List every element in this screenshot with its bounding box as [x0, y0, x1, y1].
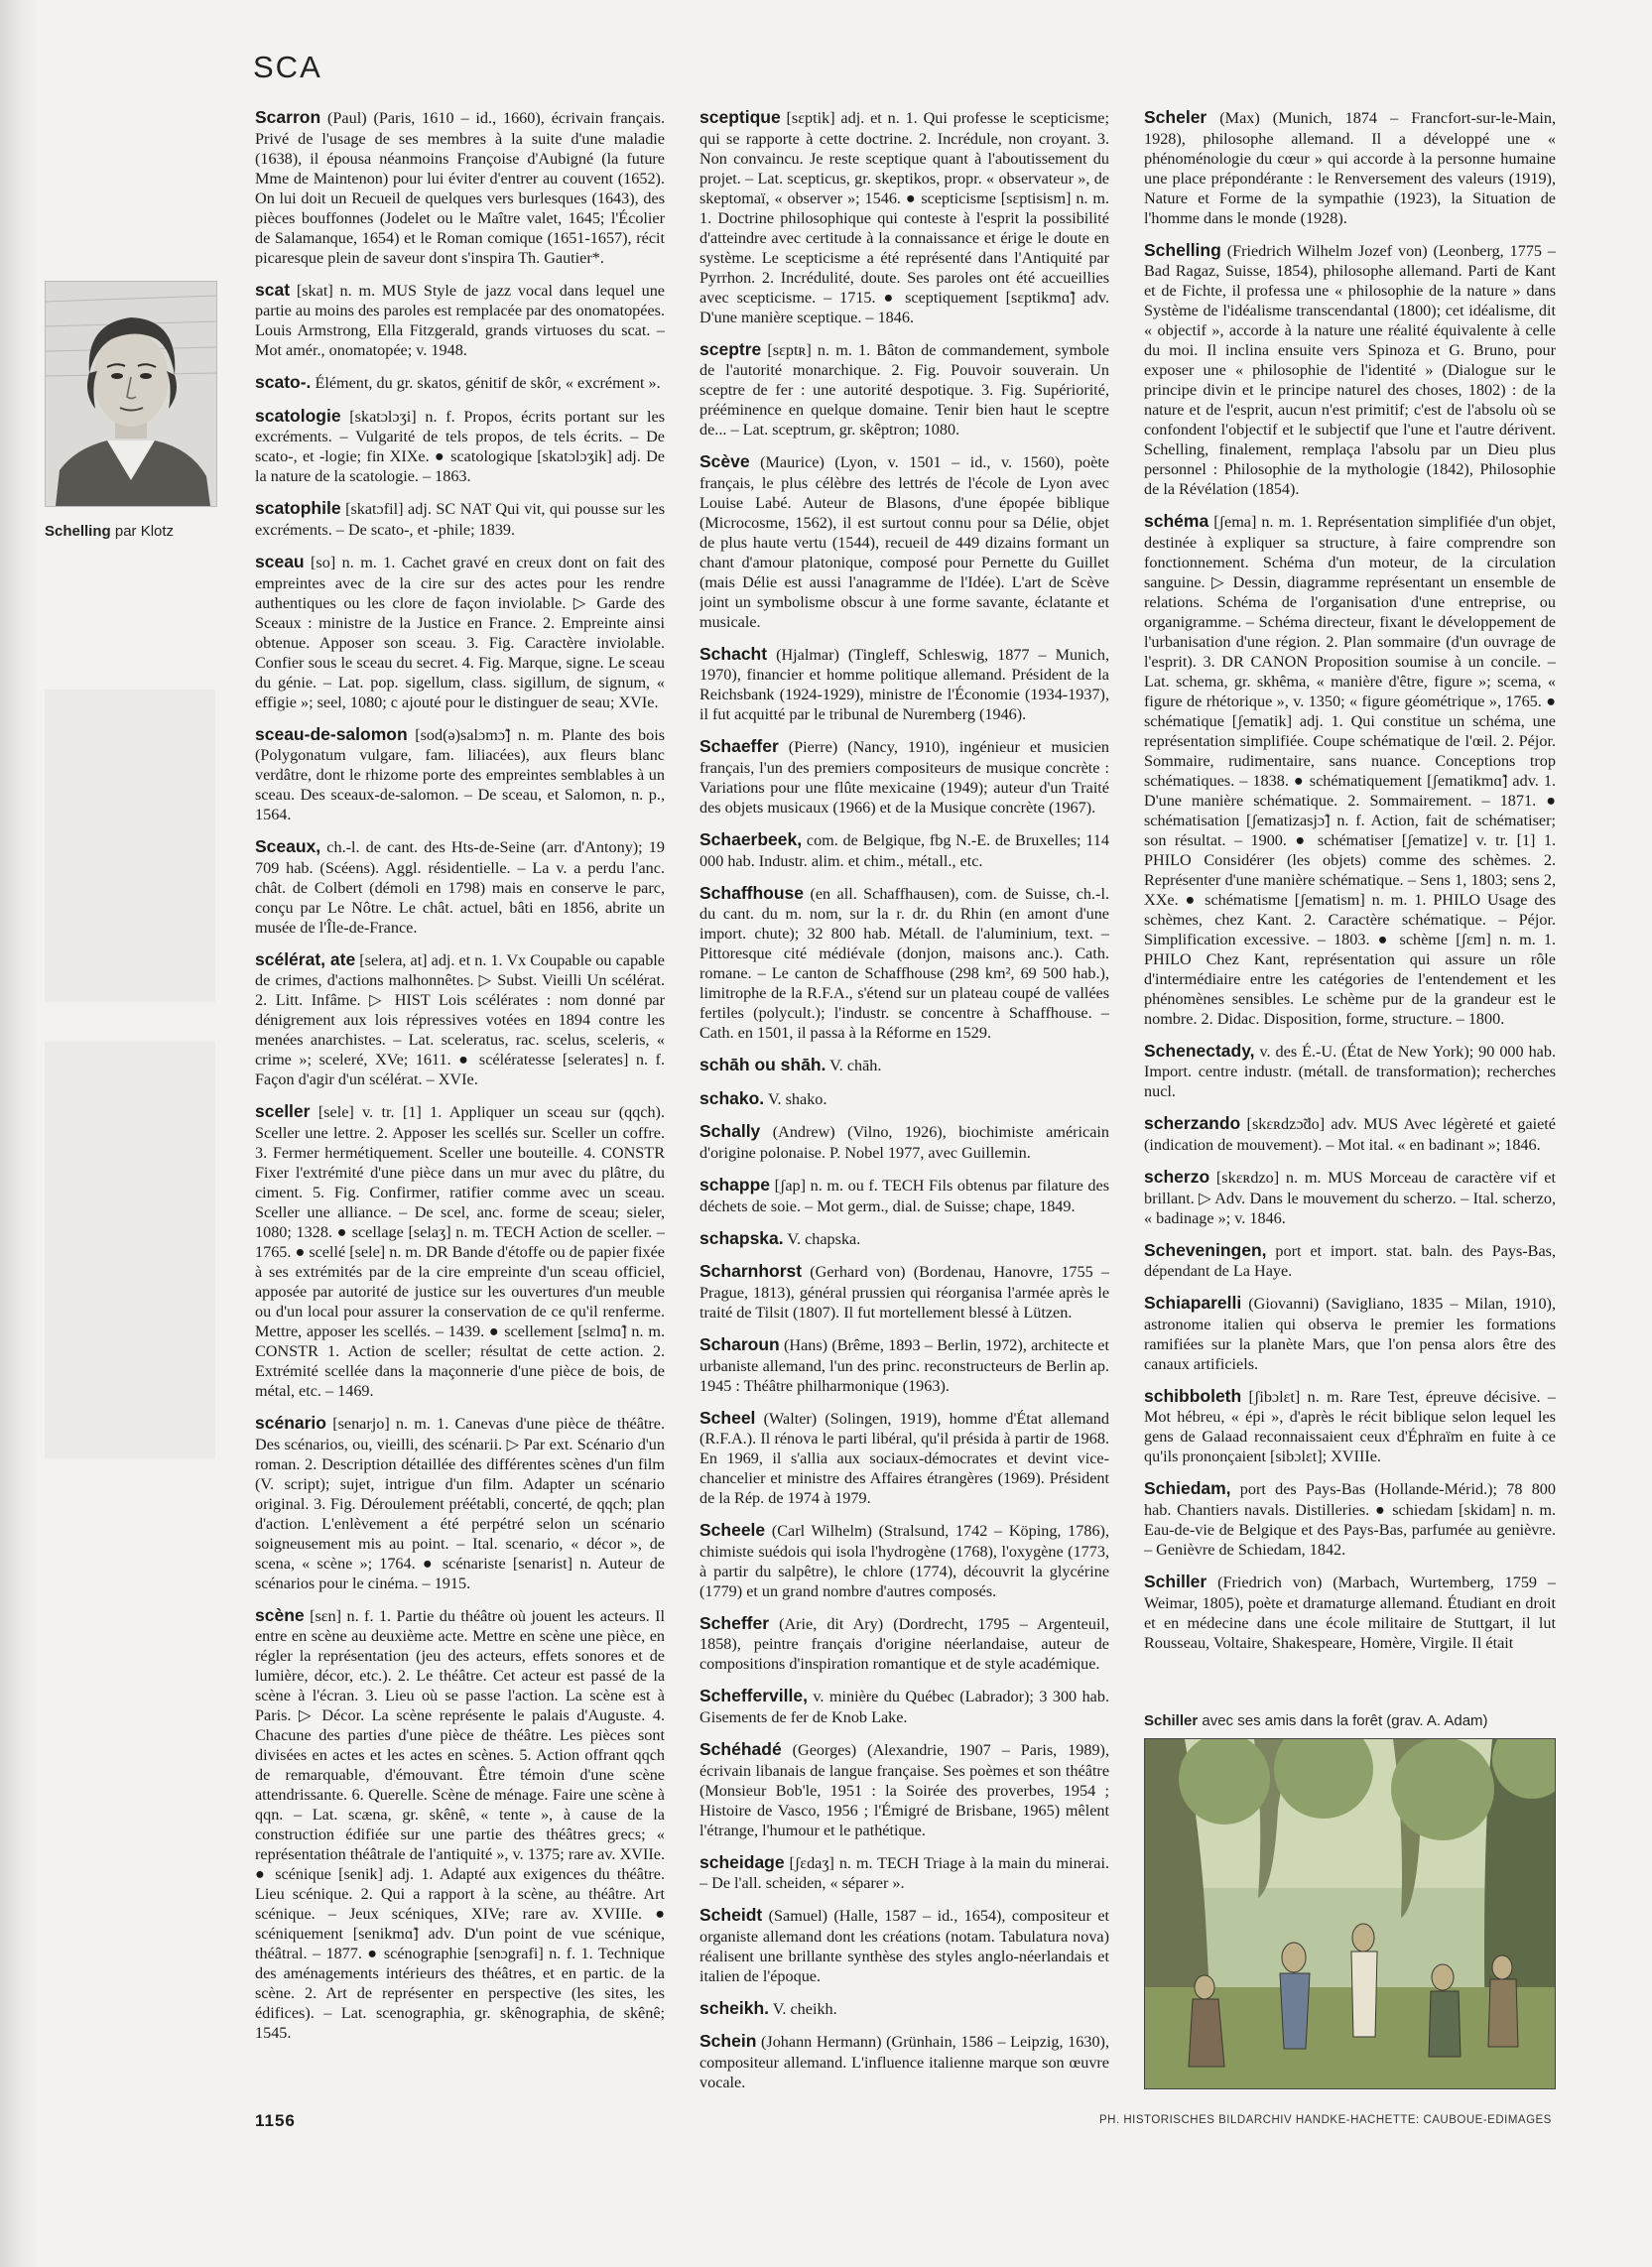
- entry: [255, 406, 665, 487]
- entry-body: port des Pays-Bas (Hollande-Mérid.); 78 800 hab. Chantiers navals. Distilleries. ● schiedam [skidam] n. m. Eau-de-vie de Belgique et des Pays-Bas, parfumée au genièvre. – Genièvre de Schiedam, 1842.: [1144, 1480, 1556, 1560]
- entry-body: [skat] n. m. MUS Style de jazz vocal dans lequel une partie au moins des paroles est remplacée par des onomatopées. Louis Armstrong, Ella Fitzgerald, grands virtuoses du scat. – Mot amér., onomatopée; v. 1948.: [255, 281, 665, 360]
- entry: [1144, 1293, 1556, 1374]
- entry-headword: schibboleth: [1144, 1385, 1242, 1406]
- entry-headword: Sceaux,: [255, 836, 321, 857]
- entry: [255, 372, 665, 394]
- entry-body: [selera, at] adj. et n. 1. Vx Coupable ou capable de crimes, d'actions malhonnêtes. ▷ Subst. Vieilli Un scélérat. 2. Litt. Infâme. ▷ HIST Lois scélérates : nom donné par dénigrement aux lois répressives votées en 1894 contre les menées anarchistes. – Lat. sceleratus, rac. scelus, sceleris, « crime »; sceleré, XVe; 1611. ● scélératesse [selerates] n. f. Façon d'agir d'un scélérat. – XVIe.: [255, 950, 665, 1089]
- entry: [1144, 1113, 1556, 1155]
- entry-body: V. chapska.: [783, 1229, 861, 1248]
- entry: [255, 949, 665, 1090]
- entry-headword: scherzando: [1144, 1113, 1241, 1134]
- entry: [1144, 1240, 1556, 1282]
- entry-body: (Friedrich Wilhelm Jozef von) (Leonberg, 1775 – Bad Ragaz, Suisse, 1854), philosophe allemand. Parti de Kant et de Fichte, il professa une « philosophie de la nature » dans Système de l'idéalisme transcendantal (1800); cet idéalisme, dit « objectif », accorde à la nature une réalité équivalente à celle du moi. Il inclina ensuite vers Spinoza et G. Bruno, pour exposer une « philosophie de l'identité » (Dialogue sur le principe divin et le principe naturel des choses, 1802) : de la nature et de l'esprit, aucun n'est primitif; c'est de l'absolu où se confondent l'objectif et le subjectif que l'une et l'autre dérivent. Schelling, finalement, remplaça l'absolu par un Dieu plus personnel : Philosophie de la mythologie (1842), Philosophie de la Révélation (1854).: [1144, 241, 1556, 499]
- entry-body: [so] n. m. 1. Cachet gravé en creux dont on fait des empreintes avec de la cire sur des actes pour les rendre authentiques ou les clore de façon inviolable. ▷ Garde des Sceaux : ministre de la Justice en France. 2. Empreinte ainsi obtenue. Apposer son sceau. 3. Fig. Caractère inviolable. Confier sous le sceau du secret. 4. Fig. Marque, signe. Le sceau du génie. – Lat. pop. sigellum, class. sigillum, de signum, « effigie »; seel, 1080; c ajouté pour le distinguer de seau; XVIe.: [255, 554, 665, 711]
- entry-headword: sceau-de-salomon: [255, 723, 408, 744]
- entry: [699, 829, 1109, 871]
- entry-body: [skatɔfil] adj. SC NAT Qui vit, qui pousse sur les excréments. – De scato-, et -phile; 1839.: [255, 500, 665, 540]
- entry-headword: Scheele: [699, 1520, 766, 1541]
- entry-headword: scat: [255, 279, 291, 300]
- entry-headword: sceptique: [699, 107, 781, 127]
- entry: [699, 451, 1109, 632]
- entry-headword: Scheler: [1144, 107, 1207, 127]
- entry: [699, 1228, 1109, 1250]
- entry-body: v. minière du Québec (Labrador); 3 300 hab. Gisements de fer de Knob Lake.: [699, 1688, 1109, 1726]
- entry-headword: schapska.: [699, 1227, 784, 1248]
- entry-headword: Scharnhorst: [699, 1261, 803, 1282]
- entry: [699, 736, 1109, 818]
- entry: [255, 1413, 665, 1593]
- schelling-portrait: [45, 281, 217, 507]
- entry-body: (Max) (Munich, 1874 – Francfort-sur-le-Main, 1928), philosophe allemand. Il a développé une « phénoménologie du cœur » qui accorde à la personne humaine une place prépondérante : le Renversement des valeurs (1919), Nature et Forme de la sympathie (1923), la Situation de l'homme dans le monde (1928).: [1144, 109, 1556, 227]
- entry-headword: sceller: [255, 1101, 311, 1122]
- entry-headword: schéma: [1144, 511, 1209, 532]
- entry-body: v. des É.-U. (État de New York); 90 000 hab. Import. centre industr. (métall. de transformation); recherches nucl.: [1144, 1042, 1556, 1101]
- entry-headword: scélérat, ate: [255, 948, 356, 969]
- entry: [1144, 511, 1556, 1029]
- entry-body: [sɛn] n. f. 1. Partie du théâtre où jouent les acteurs. Il entre en scène au deuxième acte. Mettre en scène une pièce, en régler la représentation (jeu des acteurs, effets sonores et de lumière, décor, etc.). 2. Le théâtre. Cet acteur est passé de la scène à l'écran. 3. Lieu où se passe l'action. La scène est à Paris. ▷ Décor. La scène représente le palais d'Auguste. 4. Chacune des parties d'une pièce de théâtre. Les pièces sont divisées en actes et les actes en scènes. 5. Action offrant qqch de remarquable, d'émouvant. Être témoin d'une scène attendrissante. 6. Querelle. Scène de ménage. Faire une scène à qqn. – Lat. scæna, gr. skênê, « tente », à cause de la construction édifiée sur une partie des théâtres grecs; « représentation théâtrale de l'antiquité », v. 1375; rare av. XVIIe. ● scénique [senik] adj. 1. Adapté aux exigences du théâtre. Lieu scénique. 2. Qui a rapport à la scène, au théâtre. Art scénique. – Jeux scéniques, XIVe; rare av. XVIIIe. ● scéniquement [senikmɑ̃] adv. D'un point de vue scénique, théâtral. – 1877. ● scénographie [senɔgrafi] n. f. 1. Technique des aménagements intérieurs des théâtres, et en partic. de la scène. 2. Art de représenter en perspective (les sites, les édifices). – Lat. scenographia, gr. skênographia, de skênê; 1545.: [255, 1606, 665, 2043]
- entry: [1144, 1386, 1556, 1467]
- page-number: 1156: [255, 2111, 296, 2130]
- entry: [699, 1739, 1109, 1840]
- entry: [255, 724, 665, 825]
- entry-body: [skatɔlɔʒi] n. f. Propos, écrits portant sur les excréments. – Vulgarité de tels propos, de tels écrits. – De scato-, et -logie; fin XIXe. ● scatologique [skatɔlɔʒik] adj. De la nature de la scatologie. – 1863.: [255, 407, 665, 486]
- entry: [255, 836, 665, 938]
- entry-body: (Hjalmar) (Tingleff, Schleswig, 1877 – Munich, 1970), financier et homme politique allemand. Président de la Reichsbank (1924-1929), ministre de l'Économie (1934-1937), il fut acquitté par le tribunal de Nuremberg (1946).: [699, 645, 1109, 724]
- entry: [699, 1055, 1109, 1076]
- entry-body: port et import. stat. baln. des Pays-Bas, dépendant de La Haye.: [1144, 1241, 1556, 1281]
- entry-headword: scénario: [255, 1413, 326, 1434]
- entry: [255, 280, 665, 361]
- entry-headword: Schiedam,: [1144, 1478, 1231, 1499]
- entry-headword: Schefferville,: [699, 1686, 808, 1706]
- entry-headword: Schiaparelli: [1144, 1293, 1242, 1314]
- show-through-ghost: [45, 1042, 215, 1458]
- entry-headword: Scheel: [699, 1407, 756, 1428]
- entry-headword: Schelling: [1144, 239, 1221, 260]
- entry: [699, 1613, 1109, 1675]
- entry-body: (Giovanni) (Savigliano, 1835 – Milan, 1910), astronome italien qui observa le premier les formations ramifiées sur la planète Mars, que l'on pensa alors être des canaux artificiels.: [1144, 1295, 1556, 1373]
- entry-body: (Samuel) (Halle, 1587 – id., 1654), compositeur et organiste allemand dont les créations (notam. Tabulatura nova) réalisent une brillante synthèse des styles anglo-néerlandais et italien de l'époque.: [699, 1907, 1109, 1985]
- entry-headword: scheikh.: [699, 1997, 770, 2018]
- entry-body: (Paul) (Paris, 1610 – id., 1660), écrivain français. Privé de l'usage de ses membres à la suite d'une maladie (1638), il épousa néanmoins Françoise d'Aubigné (la future Mme de Maintenon) pour lui éviter d'entrer au couvent (1652). On lui doit un Recueil de quelques vers burlesques (1643), des pièces bouffonnes (Jodelet ou le Maître valet, 1645; l'Écolier de Salamanque, 1654) et le Roman comique (1651-1657), récit picaresque plein de saveur dont s'inspira Th. Gautier*.: [255, 109, 665, 267]
- entry: [699, 644, 1109, 725]
- page-header: SCA: [253, 50, 322, 84]
- column-1: [255, 107, 665, 2101]
- entry-body: ch.-l. de cant. des Hts-de-Seine (arr. d'Antony); 19 709 hab. (Scéens). Aggl. résidentielle. – La v. a perdu l'anc. chât. de Colbert (démoli en 1798) mais en conserve le parc, conçu par Le Nôtre. Le chât. actuel, bâti en 1856, abrite un musée de l'Île-de-France.: [255, 838, 665, 937]
- entry: [699, 1905, 1109, 1986]
- entry-headword: Scheveningen,: [1144, 1239, 1267, 1260]
- page-edge-shadow: [0, 0, 38, 2267]
- column-3: [1144, 107, 1556, 1700]
- entry-headword: schappe: [699, 1175, 770, 1196]
- entry-headword: Scève: [699, 451, 750, 472]
- entry-body: com. de Belgique, fbg N.-E. de Bruxelles; 114 000 hab. Industr. alim. et chim., métall., etc.: [699, 831, 1109, 870]
- engraving-caption: [1144, 1712, 1556, 1729]
- entry-body: (Arie, dit Ary) (Dordrecht, 1795 – Argenteuil, 1858), peintre français d'origine néerlandaise, auteur de compositions d'inspiration romantique et de style académique.: [699, 1614, 1109, 1674]
- entry-body: [ʃɛdaʒ] n. m. TECH Triage à la main du minerai. – De l'all. scheiden, « séparer ».: [699, 1853, 1109, 1893]
- entry-headword: Schein: [699, 2031, 757, 2052]
- entry-body: (Gerhard von) (Bordenau, Hanovre, 1755 – Prague, 1813), général prussien qui réorganisa l'armée après le traité de Tilsit (1807). Il fut mortellement blessé à Lützen.: [699, 1263, 1109, 1322]
- entry: [699, 1334, 1109, 1396]
- entry: [1144, 1478, 1556, 1560]
- entry-body: Élément, du gr. skatos, génitif de skôr, « excrément ».: [311, 374, 661, 393]
- entry-body: (Carl Wilhelm) (Stralsund, 1742 – Köping, 1786), chimiste suédois qui isola l'hydrogène (1768), l'oxygène (1773, à partir du salpêtre), le chlore (1774), découvrit la glycérine (1779) et un grand nombre d'autres composés.: [699, 1522, 1109, 1600]
- entry-body: [ʃap] n. m. ou f. TECH Fils obtenus par filature des déchets de soie. – Mot germ., dial. de Suisse; chape, 1849.: [699, 1177, 1109, 1215]
- entry: [699, 1852, 1109, 1894]
- portrait-caption-name: Schelling: [45, 523, 111, 540]
- entry-body: (Andrew) (Vilno, 1926), biochimiste américain d'origine polonaise. P. Nobel 1977, avec Guillemin.: [699, 1123, 1109, 1163]
- entry-body: (Walter) (Solingen, 1919), homme d'État allemand (R.F.A.). Il rénova le parti libéral, qu'il présida à partir de 1968. En 1969, il s'allia aux sociaux-démocrates et devint vice-chancelier et ministre des Affaires étrangères (1969). Président de la Rép. de 1974 à 1979.: [699, 1409, 1109, 1508]
- entry-body: [skɛʀdzɔ̃do] adv. MUS Avec légèreté et gaieté (indication de mouvement). – Mot ital. « en badinant »; 1846.: [1144, 1115, 1556, 1155]
- entry-headword: Scarron: [255, 107, 321, 127]
- engraving-caption-name: Schiller: [1144, 1712, 1199, 1729]
- entry-headword: schako.: [699, 1087, 765, 1108]
- entry-body: (en all. Schaffhausen), com. de Suisse, ch.-l. du cant. du m. nom, sur la r. dr. du Rhin (en amont d'une import. chute); 32 800 hab. Métall. de l'aluminium, text. – Pittoresque cité médiévale (donjon, maisons anc.). Cath. romane. – Le canton de Schaffhouse (298 km², 69 500 hab.), limitrophe de la R.F.A., s'étend sur un plateau coupé de vallées fertiles (polycult.); l'industr. se concentre à Schaffhouse. – Cath. en 1501, il passa à la Réforme en 1529.: [699, 884, 1109, 1043]
- entry-body: V. cheikh.: [769, 1999, 837, 2018]
- entry: [255, 1101, 665, 1401]
- entry: [255, 552, 665, 712]
- entry-body: [skɛʀdzo] n. m. MUS Morceau de caractère vif et brillant. ▷ Adv. Dans le mouvement du scherzo. – Ital. scherzo, « badinage »; v. 1846.: [1144, 1169, 1556, 1227]
- entry: [699, 1520, 1109, 1601]
- entry-headword: Schaerbeek,: [699, 829, 803, 850]
- entry-body: (Georges) (Alexandrie, 1907 – Paris, 1989), écrivain libanais de langue française. Ses poèmes et son théâtre (Monsieur Bob'le, 1951 : la Soirée des proverbes, 1954 ; Histoire de Vasco, 1956 ; l'Émigré de Brisbane, 1965) mêlent l'étrange, l'humour et le pathétique.: [699, 1740, 1109, 1839]
- entry: [699, 1261, 1109, 1322]
- show-through-ghost: [45, 690, 215, 1002]
- entry: [255, 1605, 665, 2044]
- entry-headword: Schaffhouse: [699, 882, 805, 903]
- entry-body: [sod(ə)salɔmɔ̃] n. m. Plante des bois (Polygonatum vulgare, fam. liliacées), aux fleurs blanc verdâtre, dont le rhizome porte des empreintes semblables à un sceau. Des sceaux-de-salomon. – De sceau, et Salomon, n. p., 1564.: [255, 725, 665, 824]
- schiller-forest-engraving: [1144, 1738, 1556, 2089]
- entry: [1144, 240, 1556, 500]
- entry: [699, 1175, 1109, 1216]
- entry-body: (Friedrich von) (Marbach, Wurtemberg, 1759 – Weimar, 1805), poète et dramaturge allemand. Étudiant en droit et en médecine dans une école militaire de Stuttgart, il lut Rousseau, Voltaire, Shakespeare, Homère, Virgile. Il était: [1144, 1574, 1556, 1652]
- entry-headword: Scharoun: [699, 1333, 780, 1354]
- entry-headword: Scheidt: [699, 1905, 763, 1926]
- entry-headword: scherzo: [1144, 1167, 1210, 1188]
- entry: [699, 1121, 1109, 1163]
- entry-headword: Schenectady,: [1144, 1040, 1255, 1061]
- entry: [699, 1998, 1109, 2020]
- entry: [699, 107, 1109, 327]
- entry-body: (Johann Hermann) (Grünhain, 1586 – Leipzig, 1630), compositeur allemand. L'influence italienne marque son œuvre vocale.: [699, 2033, 1109, 2092]
- entry-headword: Schacht: [699, 643, 768, 664]
- photo-credit: PH. HISTORISCHES BILDARCHIV HANDKE-HACHETTE: CAUBOUE-EDIMAGES: [1099, 2114, 1552, 2126]
- entry: [699, 1088, 1109, 1110]
- entry-body: [sɛptʀ] n. m. 1. Bâton de commandement, symbole de l'autorité monarchique. 2. Fig. Pouvoir souverain. Un sceptre de fer : une autorité despotique. 3. Fig. Supériorité, prééminence en quelque domaine. Tenir bien haut le sceptre de... – Lat. sceptrum, gr. skêptron; 1080.: [699, 340, 1109, 440]
- entry-headword: Scheffer: [699, 1612, 770, 1633]
- entry: [699, 883, 1109, 1044]
- engraving-caption-text: avec ses amis dans la forêt (grav. A. Adam): [1198, 1712, 1488, 1729]
- entry: [699, 1408, 1109, 1509]
- entry: [255, 107, 665, 268]
- entry-body: [sele] v. tr. [1] 1. Appliquer un sceau sur (qqch). Sceller une lettre. 2. Apposer les scellés sur. Sceller un coffre. 3. Fermer hermétiquement. Sceller une bouteille. 4. CONSTR Fixer l'extrémité d'une pièce dans un mur avec du plâtre, du ciment. 5. Fig. Confirmer, ratifier comme avec un sceau. Sceller une alliance. – De scel, anc. forme de sceau; sieler, 1080; 1328. ● scellage [selaʒ] n. m. TECH Action de sceller. – 1765. ● scellé [sele] n. m. DR Bande d'étoffe ou de papier fixée à ses extrémités par de la cire empreinte d'un sceau officiel, apposée par autorité de justice sur les ouvertures d'un meuble ou d'un local pour assurer la conservation de ce qu'il renferme. Mettre, apposer les scellés. – 1439. ● scellement [sɛlmɑ̃] n. m. CONSTR 1. Action de sceller; résultat de cette action. 2. Extrémité scellée dans la maçonnerie d'une pièce de bois, de métal, etc. – 1469.: [255, 1103, 665, 1401]
- entry: [699, 339, 1109, 441]
- entry-headword: Schally: [699, 1121, 761, 1142]
- entry-headword: scène: [255, 1604, 305, 1625]
- entry-body: (Hans) (Brême, 1893 – Berlin, 1972), architecte et urbaniste allemand, l'un des princ. reconstructeurs de Berlin ap. 1945 : Théâtre philharmonique (1963).: [699, 1335, 1109, 1395]
- entry: [1144, 107, 1556, 228]
- entry-body: V. shako.: [764, 1089, 827, 1108]
- entry-body: (Pierre) (Nancy, 1910), ingénieur et musicien français, l'un des premiers compositeurs de musique concrète : Variations pour une flûte mexicaine (1949); auteur d'un Traité des objets musicaux (1966) et de la Musique concrète (1967).: [699, 738, 1109, 818]
- entry-headword: scheidage: [699, 1851, 785, 1872]
- entry: [1144, 1167, 1556, 1228]
- entry-headword: Schaeffer: [699, 736, 779, 757]
- entry: [1144, 1041, 1556, 1102]
- entry-headword: Schéhadé: [699, 1738, 782, 1759]
- entry-body: V. chāh.: [826, 1057, 882, 1075]
- entry-headword: sceau: [255, 552, 305, 572]
- entry-headword: scatophile: [255, 498, 341, 519]
- entry-body: (Maurice) (Lyon, v. 1501 – id., v. 1560), poète français, le plus célèbre des lettrés de l'école de Lyon avec Louise Labé. Auteur de Blasons, d'une épopée biblique (Microcosme, 1562), il est surtout connu pour sa Délie, objet de plus haute vertu (1544), recueil de 449 dizains formant un chant d'amour platonique, composé pour Pernette du Guillet (mais Délie est aussi l'anagramme de l'Idée). L'art de Scève joint un symbolisme obscur à une forme savante, éclatante et musicale.: [699, 453, 1109, 631]
- entry-body: [ʃema] n. m. 1. Représentation simplifiée d'un objet, destinée à expliquer sa structure, à faire comprendre son fonctionnement. Schéma d'un moteur, de la circulation sanguine. ▷ Dessin, diagramme représentant un ensemble de relations. Schéma de l'organisation d'une entreprise, ou organigramme. – Schéma directeur, fixant le développement de l'urbanisation d'une région. 2. Plan sommaire (d'un ouvrage de l'esprit). 3. DR CANON Proposition soumise à un concile. – Lat. schema, gr. skhêma, « manière d'être, figure »; scema, « figure de rhétorique », v. 1350; « figure géométrique », 1765. ● schématique [ʃematik] adj. 1. Qui constitue un schéma, une représentation simplifiée. Coupe schématique de l'œil. 2. Péjor. Sommaire, rudimentaire, sans nuance. Conceptions trop schématiques. – 1838. ● schématiquement [ʃematikmɑ̃] adv. 1. D'une manière schématique. 2. Sommairement. – 1871. ● schématisation [ʃematizasjɔ̃] n. f. Action, fait de schématiser; son résultat. – 1900. ● schématiser [ʃematize] v. tr. [1] 1. PHILO Considérer (les objets) comme des schèmes. 2. Représenter d'une manière schématique. – Sens 1, 1803; sens 2, XXe. ● schématisme [ʃematism] n. m. 1. PHILO Usage des schèmes, chez Kant. 2. Caractère schématique. – Péjor. Simplification excessive. – 1803. ● schème [ʃɛm] n. m. 1. PHILO Chez Kant, représentation qui assure un rôle d'intermédiaire entre les catégories de l'entendement et les phénomènes sensibles. Le schème pur de la grandeur est le nombre. 2. Didac. Disposition, forme, structure. – 1800.: [1144, 513, 1556, 1028]
- entry-headword: Schiller: [1144, 1572, 1207, 1592]
- entry-headword: schāh ou shāh.: [699, 1055, 826, 1075]
- entry-body: [senarjo] n. m. 1. Canevas d'une pièce de théâtre. Des scénarios, ou, vieilli, des scénarii. ▷ Par ext. Scénario d'un roman. 2. Description détaillée des différentes scènes d'un film (V. script); sujet, intrigue d'un film. Adapter un scénario original. 3. Fig. Déroulement préétabli, concerté, de qqch; plan d'action. L'enlèvement a été perpétré selon un scénario soigneusement mis au point. – Ital. scenario, « décor », de scena, « scène »; 1764. ● scénariste [senarist] n. Auteur de scénarios pour le cinéma. – 1915.: [255, 1415, 665, 1592]
- entry: [699, 1686, 1109, 1727]
- portrait-caption-by: par Klotz: [110, 523, 175, 540]
- entry-headword: sceptre: [699, 338, 762, 359]
- portrait-caption: [45, 523, 174, 540]
- entry: [255, 498, 665, 540]
- column-2: [699, 107, 1109, 2101]
- entry: [1144, 1572, 1556, 1653]
- entry: [699, 2031, 1109, 2092]
- entry-body: [ʃibɔlɛt] n. m. Rare Test, épreuve décisive. – Mot hébreu, « épi », d'après le récit biblique selon lequel les gens de Galaad reconnaissaient ceux d'Éphraïm en fuite à ce qu'ils prononçaient [sibɔlɛt]; XVIIIe.: [1144, 1387, 1556, 1466]
- entry-headword: scato-.: [255, 372, 312, 393]
- entry-body: [sɛptik] adj. et n. 1. Qui professe le scepticisme; qui se rapporte à cette doctrine. 2. Incrédule, non croyant. 3. Non convaincu. Je reste sceptique quant à l'aboutissement du projet. – Lat. scepticus, gr. skeptikos, propr. « observateur », de skeptomaï, « observer »; 1546. ● scepticisme [sɛptisism] n. m. 1. Doctrine philosophique qui conteste à l'esprit la possibilité d'atteindre avec certitude à la connaissance et érige le doute en système. Le scepticisme a été représenté dans l'Antiquité par Pyrrhon. 2. Incrédulité, doute. Ses paroles ont été accueillies avec scepticisme. – 1715. ● sceptiquement [sɛptikmɑ̃] adv. D'une manière sceptique. – 1846.: [699, 109, 1109, 326]
- entry-headword: scatologie: [255, 405, 341, 426]
